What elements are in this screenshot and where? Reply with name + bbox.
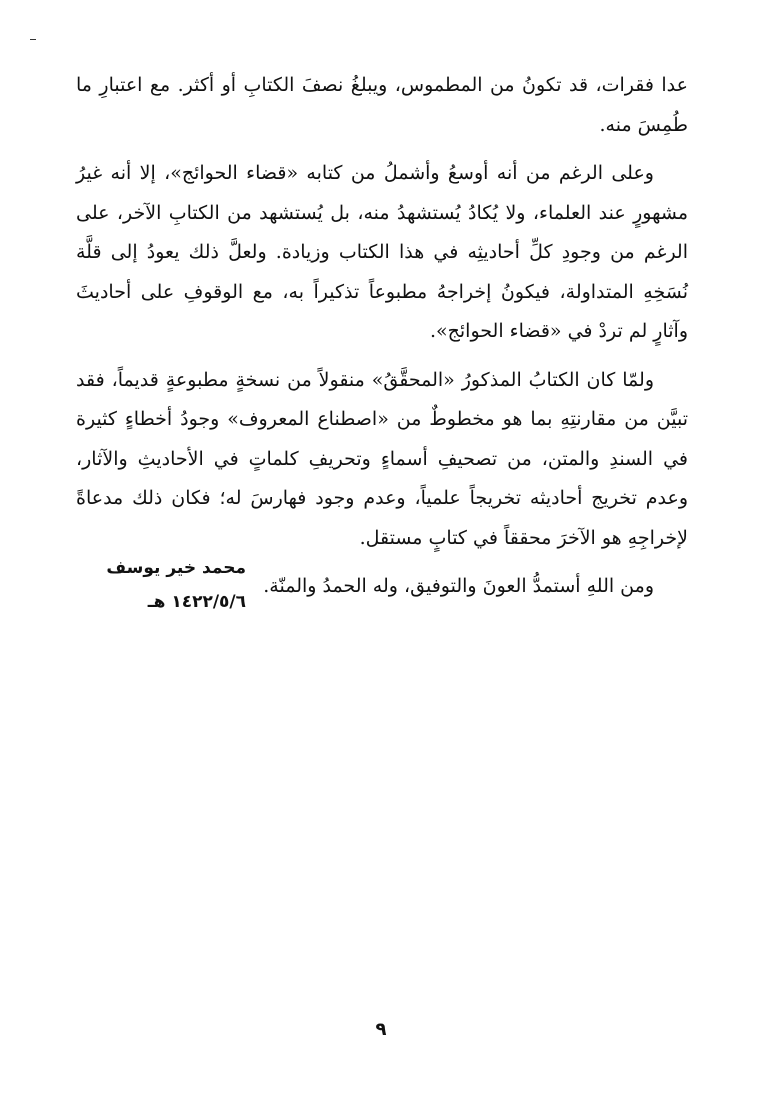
paragraph-4: ومن اللهِ أستمدُّ العونَ والتوفيق، وله الحمدُ والمنّة.: [263, 575, 654, 597]
paragraph-1: عدا فقرات، قد تكونُ من المطموس، ويبلغُ نصفَ الكتابِ أو أكثر. مع اعتبارِ ما طُمِسَ منه.: [76, 74, 688, 136]
author-name: محمد خير يوسف: [106, 558, 246, 578]
signature-block: [106, 551, 246, 619]
signature-date: ١٤٢٢/٥/٦ هـ: [147, 592, 246, 612]
page-number: ٩: [375, 1019, 387, 1040]
body-text: [76, 66, 688, 607]
paragraph-3: ولمّا كان الكتابُ المذكورُ «المحقَّقُ» منقولاً من نسخةٍ مطبوعةٍ قديماً، فقد تبيَّن من مقارنتِهِ بما هو مخطوطٌ من «اصطناع المعروف» وجودُ أخطاءٍ كثيرة في السندِ والمتن، من تصحيفِ أسماءٍ وتحريفِ كلماتٍ في الأحاديثِ والآثار، وعدم تخريج أحاديثه تخريجاً علمياً، وعدم وجود فهارسَ له؛ فكان ذلك مدعاةً لإخراجِهِ هو الآخرَ محققاً في كتابٍ مستقل.: [76, 368, 688, 549]
scan-mark: [30, 39, 36, 40]
paragraph-2: وعلى الرغم من أنه أوسعُ وأشملُ من كتابه «قضاء الحوائج»، إلا أنه غيرُ مشهورٍ عند العلماء، ولا يُكادُ يُستشهدُ منه، بل يُستشهد من الكتابِ الآخر، على الرغم من وجودِ كلِّ أحاديثِه في هذا الكتاب وزيادة. ولعلَّ ذلك يعودُ إلى قلَّة نُسَخِهِ المتداولة، فيكونُ إخراجهُ مطبوعاً تذكيراً به، مع الوقوفِ على أحاديثَ وآثارٍ لم تردْ في «قضاء الحوائج».: [76, 162, 688, 342]
